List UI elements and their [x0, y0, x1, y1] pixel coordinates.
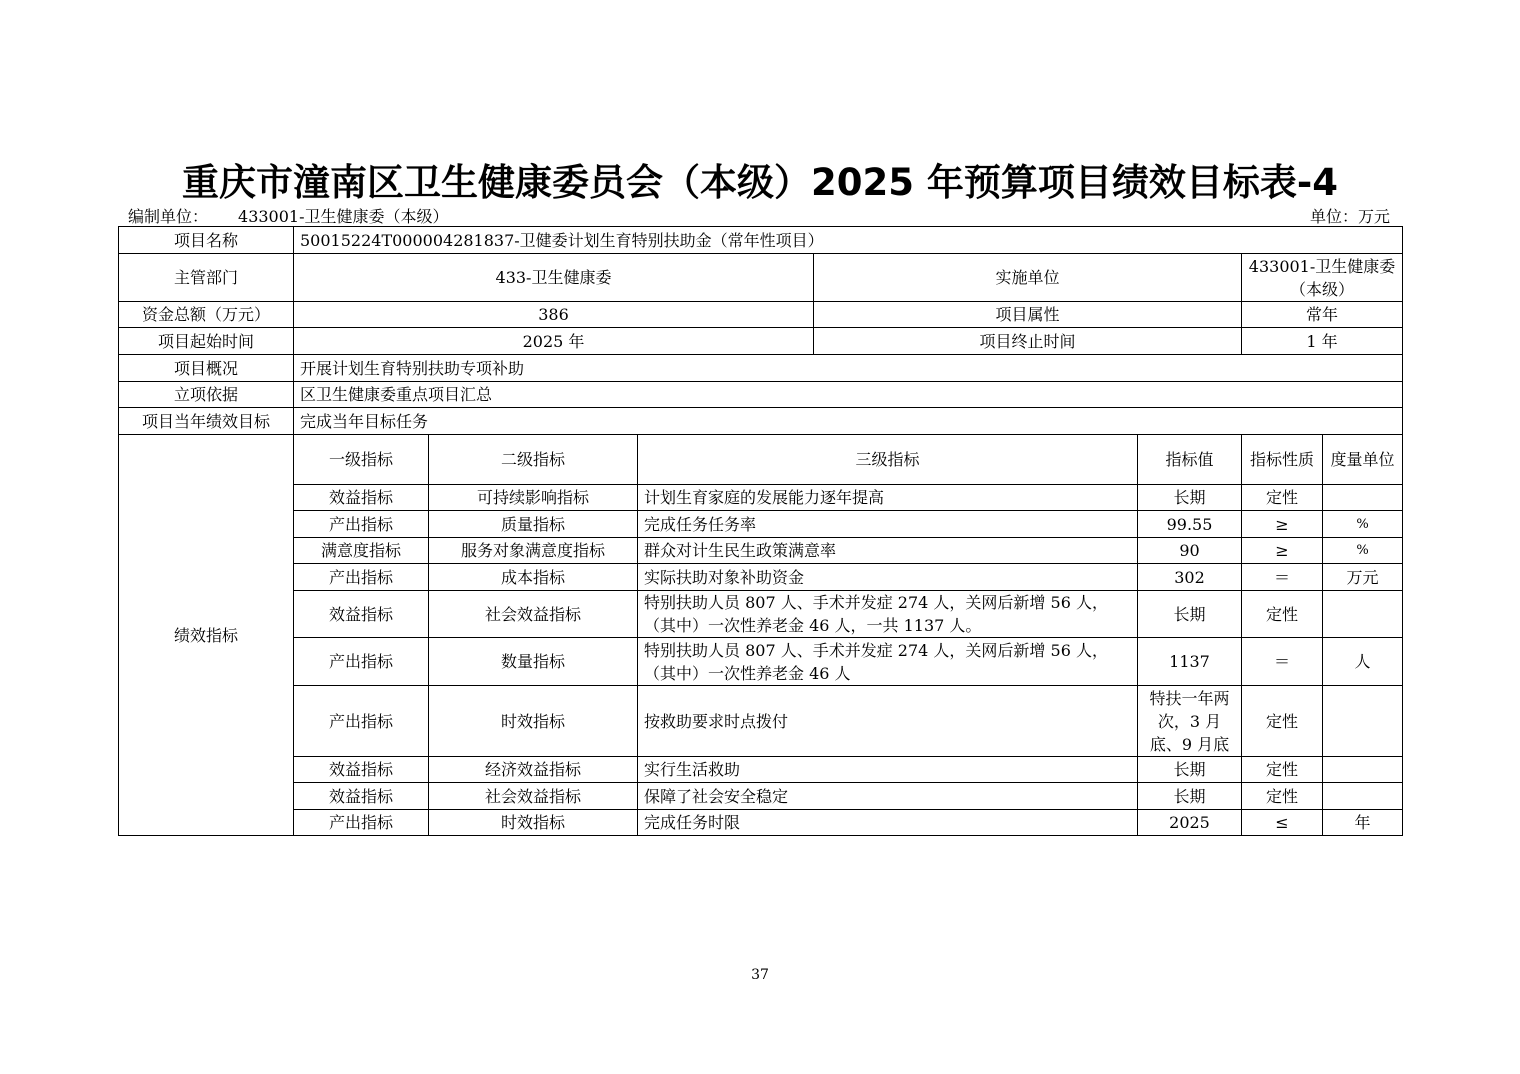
row-overview	[119, 355, 1403, 382]
perf-label: 绩效指标	[119, 435, 294, 836]
indicator-unit: 万元	[1323, 564, 1403, 591]
org-label: 编制单位：	[128, 207, 209, 226]
org-line	[128, 204, 449, 227]
indicator-level2: 数量指标	[429, 638, 638, 686]
indicator-level3: 保障了社会安全稳定	[638, 783, 1138, 810]
attr-value: 常年	[1242, 302, 1403, 328]
impl-label: 实施单位	[814, 254, 1242, 302]
project-name-label: 项目名称	[119, 227, 294, 254]
indicator-level1: 效益指标	[294, 485, 429, 511]
indicator-value: 长期	[1138, 591, 1242, 638]
row-project-name	[119, 227, 1403, 254]
indicator-level2: 时效指标	[429, 686, 638, 757]
table-row	[119, 686, 1403, 757]
indicator-level3: 完成任务时限	[638, 810, 1138, 836]
indicator-unit	[1323, 485, 1403, 511]
indicator-nature: ＝	[1242, 564, 1323, 591]
indicator-unit: %	[1323, 511, 1403, 538]
indicator-value: 特扶一年两次，3 月底、9 月底	[1138, 686, 1242, 757]
indicator-level1: 效益指标	[294, 783, 429, 810]
indicator-level1: 产出指标	[294, 511, 429, 538]
indicator-level3: 实行生活救助	[638, 757, 1138, 783]
row-basis	[119, 382, 1403, 408]
indicator-value: 90	[1138, 538, 1242, 564]
indicator-level2: 社会效益指标	[429, 591, 638, 638]
end-label: 项目终止时间	[814, 328, 1242, 355]
indicator-level1: 产出指标	[294, 564, 429, 591]
dept-label: 主管部门	[119, 254, 294, 302]
indicator-nature: ≥	[1242, 538, 1323, 564]
start-label: 项目起始时间	[119, 328, 294, 355]
indicator-unit	[1323, 591, 1403, 638]
page-number: 37	[751, 967, 769, 983]
indicator-nature: 定性	[1242, 485, 1323, 511]
header-unit: 度量单位	[1323, 435, 1403, 485]
org-value: 433001-卫生健康委（本级）	[238, 207, 449, 226]
indicator-level3: 特别扶助人员 807 人、手术并发症 274 人，关网后新增 56 人，（其中）一次性养老金 46 人，一共 1137 人。	[638, 591, 1138, 638]
performance-table	[118, 226, 1403, 836]
fund-label: 资金总额（万元）	[119, 302, 294, 328]
header-l3: 三级指标	[638, 435, 1138, 485]
indicator-unit	[1323, 686, 1403, 757]
header-l2: 二级指标	[429, 435, 638, 485]
indicator-value: 2025	[1138, 810, 1242, 836]
impl-value: 433001-卫生健康委（本级）	[1242, 254, 1403, 302]
indicator-value: 长期	[1138, 783, 1242, 810]
project-name-value: 50015224T000004281837-卫健委计划生育特别扶助金（常年性项目）	[294, 227, 1403, 254]
indicator-nature: 定性	[1242, 686, 1323, 757]
table-row	[119, 810, 1403, 836]
row-goal	[119, 408, 1403, 435]
indicator-value: 302	[1138, 564, 1242, 591]
table-row	[119, 757, 1403, 783]
header-l1: 一级指标	[294, 435, 429, 485]
indicator-unit: %	[1323, 538, 1403, 564]
header-value: 指标值	[1138, 435, 1242, 485]
row-dept	[119, 254, 1403, 302]
table-row	[119, 485, 1403, 511]
indicator-nature: ≥	[1242, 511, 1323, 538]
indicator-level1: 效益指标	[294, 591, 429, 638]
header-nature: 指标性质	[1242, 435, 1323, 485]
indicator-level3: 按救助要求时点拨付	[638, 686, 1138, 757]
table-row	[119, 638, 1403, 686]
indicator-level3: 特别扶助人员 807 人、手术并发症 274 人，关网后新增 56 人，（其中）一次性养老金 46 人	[638, 638, 1138, 686]
end-value: 1 年	[1242, 328, 1403, 355]
indicator-level1: 产出指标	[294, 686, 429, 757]
indicator-level1: 产出指标	[294, 638, 429, 686]
indicator-value: 99.55	[1138, 511, 1242, 538]
indicator-level2: 成本指标	[429, 564, 638, 591]
attr-label: 项目属性	[814, 302, 1242, 328]
indicator-unit: 人	[1323, 638, 1403, 686]
goal-label: 项目当年绩效目标	[119, 408, 294, 435]
dept-value: 433-卫生健康委	[294, 254, 814, 302]
table-row	[119, 538, 1403, 564]
indicator-level3: 群众对计生民生政策满意率	[638, 538, 1138, 564]
indicator-level1: 产出指标	[294, 810, 429, 836]
table-row	[119, 511, 1403, 538]
indicator-unit	[1323, 757, 1403, 783]
indicator-value: 长期	[1138, 757, 1242, 783]
goal-value: 完成当年目标任务	[294, 408, 1403, 435]
indicator-level2: 经济效益指标	[429, 757, 638, 783]
indicator-nature: ＝	[1242, 638, 1323, 686]
table-row	[119, 591, 1403, 638]
indicator-level2: 社会效益指标	[429, 783, 638, 810]
basis-value: 区卫生健康委重点项目汇总	[294, 382, 1403, 408]
indicator-level3: 计划生育家庭的发展能力逐年提高	[638, 485, 1138, 511]
indicator-value: 1137	[1138, 638, 1242, 686]
indicator-unit	[1323, 783, 1403, 810]
table-row	[119, 783, 1403, 810]
page-title: 重庆市潼南区卫生健康委员会（本级）2025 年预算项目绩效目标表-4	[182, 161, 1338, 204]
indicator-nature: 定性	[1242, 591, 1323, 638]
table-body	[119, 227, 1403, 836]
indicator-level3: 完成任务任务率	[638, 511, 1138, 538]
indicator-nature: 定性	[1242, 757, 1323, 783]
indicator-level2: 质量指标	[429, 511, 638, 538]
indicator-level2: 时效指标	[429, 810, 638, 836]
overview-value: 开展计划生育特别扶助专项补助	[294, 355, 1403, 382]
indicator-level1: 满意度指标	[294, 538, 429, 564]
indicator-nature: 定性	[1242, 783, 1323, 810]
indicator-level1: 效益指标	[294, 757, 429, 783]
indicator-level2: 可持续影响指标	[429, 485, 638, 511]
unit-label: 单位：万元	[1309, 207, 1390, 226]
overview-label: 项目概况	[119, 355, 294, 382]
row-time	[119, 328, 1403, 355]
row-fund	[119, 302, 1403, 328]
indicator-level3: 实际扶助对象补助资金	[638, 564, 1138, 591]
indicator-level2: 服务对象满意度指标	[429, 538, 638, 564]
indicator-unit: 年	[1323, 810, 1403, 836]
fund-value: 386	[294, 302, 814, 328]
row-indicator-header	[119, 435, 1403, 485]
start-value: 2025 年	[294, 328, 814, 355]
indicator-value: 长期	[1138, 485, 1242, 511]
basis-label: 立项依据	[119, 382, 294, 408]
table-row	[119, 564, 1403, 591]
indicator-nature: ≤	[1242, 810, 1323, 836]
